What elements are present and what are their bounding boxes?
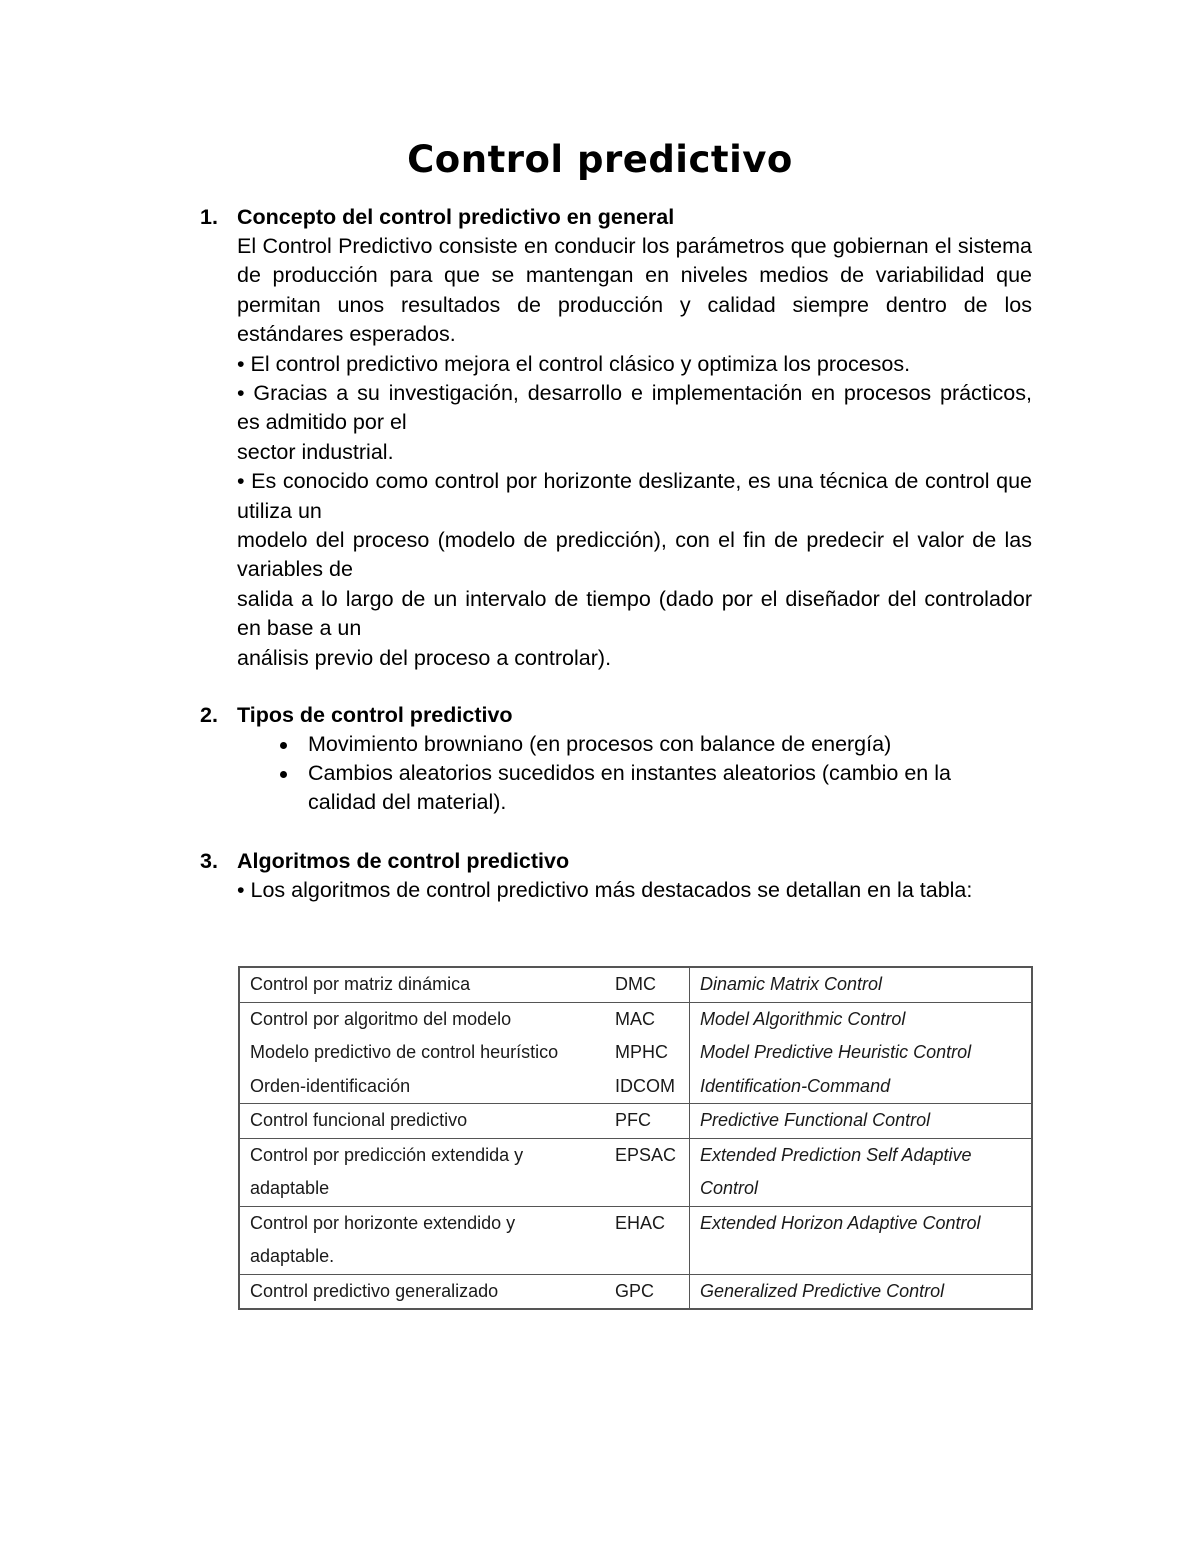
- section-heading: [200, 203, 1040, 232]
- table-row: [239, 967, 1032, 1002]
- cell-english-name: Identification-Command: [700, 1075, 891, 1096]
- section-heading: [200, 847, 1040, 876]
- cell-spanish-name: Orden-identificación: [250, 1075, 411, 1096]
- cell-acronym: MAC: [603, 1002, 690, 1036]
- cell-spanish-name: Control por matriz dinámica: [239, 967, 603, 1002]
- cell-acronym: PFC: [603, 1104, 690, 1139]
- cell-acronym: EHAC: [603, 1206, 690, 1274]
- section-intro: • Los algoritmos de control predictivo más destacados se detallan en la tabla:: [237, 878, 973, 902]
- section-body: [200, 232, 1032, 673]
- cell-spanish-name: Control predictivo generalizado: [239, 1274, 603, 1309]
- cell-acronym: GPC: [603, 1274, 690, 1309]
- algorithms-table: [238, 966, 1033, 1310]
- paragraph: sector industrial.: [237, 439, 394, 464]
- cell-english-name: Model Algorithmic Control: [690, 1002, 1033, 1036]
- section-concepto: [200, 203, 1040, 673]
- paragraph: • El control predictivo mejora el control clásico y optimiza los procesos.: [237, 351, 911, 376]
- table-row: [239, 1036, 1032, 1070]
- cell-english-name: Generalized Predictive Control: [690, 1274, 1033, 1309]
- paragraph: análisis previo del proceso a controlar).: [237, 645, 612, 670]
- list-item: [200, 730, 1018, 759]
- table-row: [239, 1206, 1032, 1274]
- document-title: Control predictivo: [407, 138, 793, 181]
- cell-english-name: Extended Horizon Adaptive Control: [690, 1206, 1033, 1274]
- cell-spanish-name: Modelo predictivo de control heurístico: [250, 1042, 559, 1062]
- paragraph: modelo del proceso (modelo de predicción), con el fin de predecir el valor de las variables de: [237, 528, 1032, 582]
- table-row: [239, 1002, 1032, 1036]
- section-number: 1.: [200, 205, 218, 229]
- cell-spanish-name: Control por algoritmo del modelo: [239, 1002, 603, 1036]
- list-item-text: Cambios aleatorios sucedidos en instantes aleatorios (cambio en la calidad del material).: [308, 761, 951, 814]
- cell-spanish-name: Control por predicción extendida y adaptable: [239, 1138, 603, 1206]
- section-tipos: [200, 701, 1040, 817]
- bullet-icon: [280, 771, 287, 778]
- cell-english-name: Predictive Functional Control: [690, 1104, 1033, 1139]
- cell-spanish-name: Control por horizonte extendido y adaptable.: [239, 1206, 603, 1274]
- section-algoritmos: [200, 847, 1040, 905]
- algorithms-table-body: [239, 967, 1032, 1309]
- cell-spanish-name: Control funcional predictivo: [239, 1104, 603, 1139]
- table-row: [239, 1070, 1032, 1104]
- cell-english-name: Model Predictive Heuristic Control: [700, 1042, 972, 1062]
- bullet-list: [200, 730, 1040, 817]
- list-item-text: Movimiento browniano (en procesos con balance de energía): [308, 732, 892, 756]
- paragraph: El Control Predictivo consiste en conducir los parámetros que gobiernan el sistema de producción para que se mantengan en niveles medios de variabilidad que permitan unos resultados de producción y calidad siempre dentro de los estándares esperados.: [237, 234, 1032, 347]
- section-heading: [200, 701, 1040, 730]
- cell-acronym: IDCOM: [603, 1070, 690, 1104]
- cell-english-name: Dinamic Matrix Control: [690, 967, 1033, 1002]
- list-item: [200, 759, 1018, 817]
- section-heading-text: Algoritmos de control predictivo: [237, 849, 570, 873]
- table-row: [239, 1274, 1032, 1309]
- cell-acronym: DMC: [603, 967, 690, 1002]
- cell-english-name: Extended Prediction Self Adaptive Control: [690, 1138, 1033, 1206]
- paragraph: • Gracias a su investigación, desarrollo e implementación en procesos prácticos, es admitido por el: [237, 381, 1032, 435]
- cell-acronym: MPHC: [603, 1036, 690, 1070]
- section-number: 2.: [200, 703, 218, 727]
- paragraph: salida a lo largo de un intervalo de tiempo (dado por el diseñador del controlador en base a un: [237, 586, 1032, 641]
- section-heading-text: Concepto del control predictivo en general: [237, 205, 675, 229]
- section-number: 3.: [200, 849, 218, 873]
- cell-acronym: EPSAC: [603, 1138, 690, 1206]
- section-heading-text: Tipos de control predictivo: [237, 703, 513, 727]
- table-row: [239, 1138, 1032, 1206]
- paragraph: • Es conocido como control por horizonte deslizante, es una técnica de control que utiliza un: [237, 469, 1032, 523]
- table-row: [239, 1104, 1032, 1139]
- bullet-icon: [280, 742, 287, 749]
